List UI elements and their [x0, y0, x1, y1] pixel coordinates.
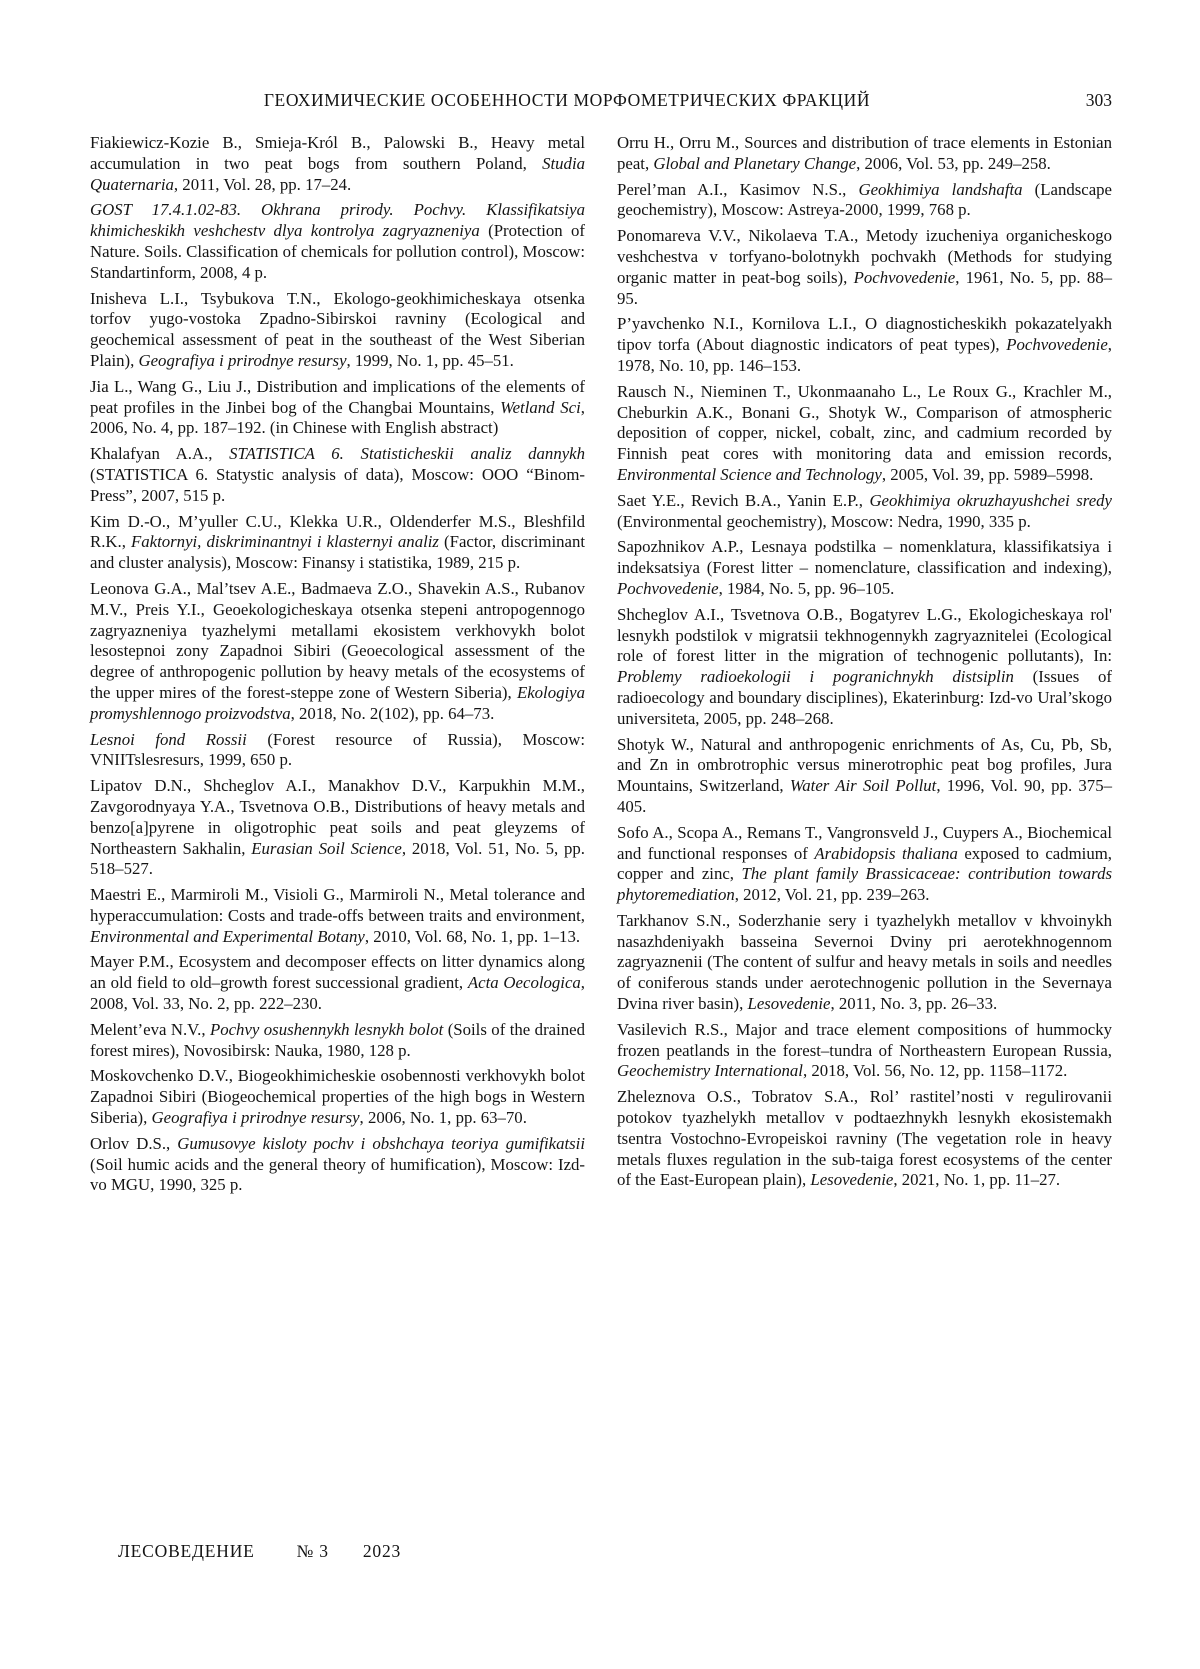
reference-item: Sofo A., Scopa A., Remans T., Vangronsveld J., Cuypers A., Biochemical and functional responses of Arabidopsis thaliana exposed to cadmium, copper and zinc, The plant family Brassicaceae: contribution towards phytoremediation, 2012, Vol. 21, pp. 239–263. — [617, 822, 1112, 905]
reference-item: Lipatov D.N., Shcheglov A.I., Manakhov D.V., Karpukhin M.M., Zavgorodnyaya Y.A., Tsvetnova O.B., Distributions of heavy metals and benzo[a]pyrene in oligotrophic peat soils and peat gleyzems of Northeastern Sakhalin, Eurasian Soil Science, 2018, Vol. 51, No. 5, pp. 518–527. — [90, 776, 585, 879]
reference-item: Melent’eva N.V., Pochvy osushennykh lesnykh bolot (Soils of the drained forest mires), Novosibirsk: Nauka, 1980, 128 p. — [90, 1019, 585, 1060]
footer-year: 2023 — [362, 1541, 402, 1561]
reference-item: Moskovchenko D.V., Biogeokhimicheskie osobennosti verkhovykh bolot Zapadnoi Sibiri (Biogeochemical properties of the high bogs in Western Siberia), Geografiya i prirodnye resursy, 2006, No. 1, pp. 63–70. — [90, 1066, 585, 1128]
reference-item: Orlov D.S., Gumusovye kisloty pochv i obshchaya teoriya gumifikatsii (Soil humic acids and the general theory of humification), Moscow: Izd-vo MGU, 1990, 325 p. — [90, 1133, 585, 1195]
references-column-left — [90, 133, 585, 1201]
reference-item: Vasilevich R.S., Major and trace element compositions of hummocky frozen peatlands in the forest–tundra of Northeastern European Russia, Geochemistry International, 2018, Vol. 56, No. 12, pp. 1158–1172. — [617, 1019, 1112, 1081]
running-title: ГЕОХИМИЧЕСКИЕ ОСОБЕННОСТИ МОРФОМЕТРИЧЕСКИХ ФРАКЦИЙ — [263, 90, 871, 110]
references-section — [90, 133, 1112, 1201]
reference-item: Tarkhanov S.N., Soderzhanie sery i tyazhelykh metallov v khvoinykh nasazhdeniyakh basseina Severnoi Dviny pri aerotekhnogennom zagryaznenii (The content of sulfur and heavy metals in soils and needles of coniferous stands under aerotechnogenic pollution in the Severnaya Dvina river basin), Lesovedenie, 2011, No. 3, pp. 26–33. — [617, 910, 1112, 1014]
reference-item: GOST 17.4.1.02-83. Okhrana prirody. Pochvy. Klassifikatsiya khimicheskikh veshchestv dlya kontrolya zagryazneniya (Protection of Nature. Soils. Classification of chemicals for pollution control), Moscow: Standartinform, 2008, 4 p. — [90, 200, 586, 282]
reference-item: Sapozhnikov A.P., Lesnaya podstilka – nomenklatura, klassifikatsiya i indeksatsiya (Forest litter – nomenclature, classification and indexing), Pochvovedenie, 1984, No. 5, pp. 96–105. — [617, 537, 1112, 598]
reference-item: Khalafyan A.A., STATISTICA 6. Statisticheskii analiz dannykh (STATISTICA 6. Statystic analysis of data), Moscow: OOO “Binom-Press”, 2007, 515 p. — [90, 444, 585, 505]
reference-item: Rausch N., Nieminen T., Ukonmaanaho L., Le Roux G., Krachler M., Cheburkin A.K., Bonani G., Shotyk W., Comparison of atmospheric deposition of copper, nickel, cobalt, zinc, and cadmium recorded by Finnish peat cores with monitoring data and emission records, Environmental Science and Technology, 2005, Vol. 39, pp. 5989–5998. — [617, 381, 1112, 484]
reference-item: Kim D.-O., M’yuller C.U., Klekka U.R., Oldenderfer M.S., Bleshfild R.K., Faktornyi, diskriminantnyi i klasternyi analiz (Factor, discriminant and cluster analysis), Moscow: Finansy i statistika, 1989, 215 p. — [90, 511, 586, 573]
page-header — [88, 90, 1112, 114]
reference-item: Lesnoi fond Rossii (Forest resource of Russia), Moscow: VNIITslesresurs, 1999, 650 p. — [90, 729, 585, 770]
reference-item: Saet Y.E., Revich B.A., Yanin E.P., Geokhimiya okruzhayushchei sredy (Environmental geochemistry), Moscow: Nedra, 1990, 335 p. — [617, 490, 1112, 531]
reference-item: Leonova G.A., Mal’tsev A.E., Badmaeva Z.O., Shavekin A.S., Rubanov M.V., Preis Y.I., Geoekologicheskaya otsenka stepeni antropogennogo zagryazneniya tyazhelymi metallami ekosistem verkhovykh bolot lesostepnoi zony Zapadnoi Sibiri (Geoecological assessment of the degree of anthropogenic pollution by heavy metals of the ecosystems of the upper mires of the forest-steppe zone of Western Siberia), Ekologiya promyshlennogo proizvodstva, 2018, No. 2(102), pp. 64–73. — [90, 578, 585, 723]
reference-item: Orru H., Orru M., Sources and distribution of trace elements in Estonian peat, Global and Planetary Change, 2006, Vol. 53, pp. 249–258. — [617, 133, 1112, 173]
reference-item: Ponomareva V.V., Nikolaeva T.A., Metody izucheniya organicheskogo veshchestva v torfyano-bolotnykh pochvakh (Methods for studying organic matter in peat-bog soils), Pochvovedenie, 1961, No. 5, pp. 88–95. — [617, 226, 1112, 308]
reference-item: Maestri E., Marmiroli M., Visioli G., Marmiroli N., Metal tolerance and hyperaccumulation: Costs and trade-offs between traits and environment, Environmental and Experimental Botany, 2010, Vol. 68, No. 1, pp. 1–13. — [90, 885, 585, 946]
page-number: 303 — [1085, 90, 1112, 110]
references-column-right — [617, 133, 1112, 1201]
reference-item: Jia L., Wang G., Liu J., Distribution and implications of the elements of peat profiles in the Jinbei bog of the Changbai Mountains, Wetland Sci, 2006, No. 4, pp. 187–192. (in Chinese with English abstract) — [90, 376, 585, 438]
footer-issue-number: № 3 — [296, 1541, 329, 1561]
reference-item: Mayer P.M., Ecosystem and decomposer effects on litter dynamics along an old field to old–growth forest successional gradient, Acta Oecologica, 2008, Vol. 33, No. 2, pp. 222–230. — [90, 952, 585, 1014]
reference-item: Shcheglov A.I., Tsvetnova O.B., Bogatyrev L.G., Ekologicheskaya rol' lesnykh podstilok v migratsii tekhnogennykh zagryaznitelei (Ecological role of forest litter in the migration of technogenic pollutants), In: Problemy radioekologii i pogranichnykh distsiplin (Issues of radioecology and boundary disciplines), Ekaterinburg: Izd-vo Ural’skogo universiteta, 2005, pp. 248–268. — [617, 604, 1112, 728]
reference-item: Fiakiewicz-Kozie B., Smieja-Król B., Palowski B., Heavy metal accumulation in two peat bogs from southern Poland, Studia Quaternaria, 2011, Vol. 28, pp. 17–24. — [90, 133, 585, 194]
footer-journal-name: ЛЕСОВЕДЕНИЕ — [118, 1541, 255, 1561]
reference-item: Zheleznova O.S., Tobratov S.A., Rol’ rastitel’nosti v regulirovanii potokov tyazhelykh metallov v podtaezhnykh lesnykh ekosistemakh tsentra Vostochno-Evropeiskoi ravniny (The vegetation role in heavy metals fluxes regulation in the sub-taiga forest ecosystems of the center of the East-European plain), Lesovedenie, 2021, No. 1, pp. 11–27. — [617, 1087, 1112, 1190]
page-footer — [118, 1541, 401, 1562]
reference-item: Inisheva L.I., Tsybukova T.N., Ekologo-geokhimicheskaya otsenka torfov yugo-vostoka Zpadno-Sibirskoi ravniny (Ecological and geochemical assessment of peat in the southeast of the West Siberian Plain), Geografiya i prirodnye resursy, 1999, No. 1, pp. 45–51. — [90, 288, 585, 370]
reference-item: P’yavchenko N.I., Kornilova L.I., O diagnosticheskikh pokazatelyakh tipov torfa (About diagnostic indicators of peat types), Pochvovedenie, 1978, No. 10, pp. 146–153. — [617, 314, 1112, 375]
reference-item: Shotyk W., Natural and anthropogenic enrichments of As, Cu, Pb, Sb, and Zn in ombrotrophic versus minerotrophic peat bog profiles, Jura Mountains, Switzerland, Water Air Soil Pollut, 1996, Vol. 90, pp. 375–405. — [617, 734, 1112, 816]
reference-item: Perel’man A.I., Kasimov N.S., Geokhimiya landshafta (Landscape geochemistry), Moscow: Astreya-2000, 1999, 768 p. — [617, 179, 1113, 220]
